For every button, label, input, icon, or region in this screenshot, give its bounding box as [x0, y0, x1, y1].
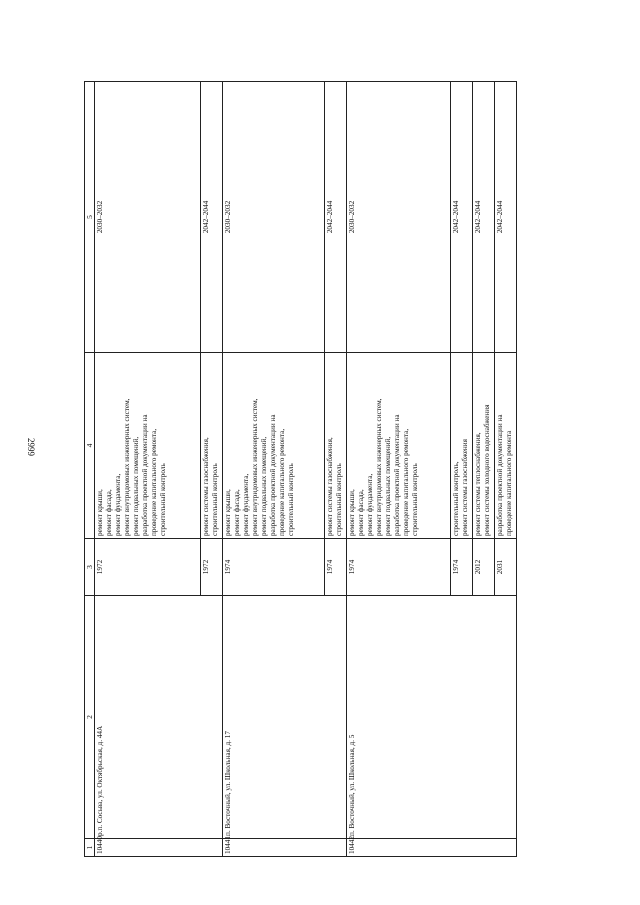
- row-number: 10440.: [95, 839, 223, 857]
- year-cell: 1974: [325, 539, 347, 596]
- repair-schedule-table: [84, 81, 517, 857]
- work-item: ремонт системы газоснабжения,: [326, 437, 335, 536]
- year-cell: 1972: [95, 539, 201, 596]
- period-cell: 2030–2032: [223, 82, 325, 353]
- work-item: ремонт системы холодного водоснабжения: [483, 404, 492, 536]
- work-item: ремонт крыши,: [96, 489, 105, 536]
- work-item: строительный контроль: [411, 463, 420, 536]
- work-item: разработка проектной документации на: [269, 414, 278, 536]
- work-item: ремонт подвальных помещений,: [260, 436, 269, 536]
- work-item: ремонт внутридомовых инженерных систем,: [251, 398, 260, 536]
- work-item: ремонт фасада,: [105, 489, 114, 536]
- work-item: ремонт крыши,: [348, 489, 357, 536]
- period-cell: 2030–2032: [95, 82, 201, 353]
- period-cell: 2042–2044: [325, 82, 347, 353]
- work-item: разработка проектной документации на: [496, 414, 505, 536]
- work-item: ремонт крыши,: [224, 489, 233, 536]
- period-cell: 2042–2044: [495, 82, 517, 353]
- work-item: ремонт фундамента,: [114, 473, 123, 536]
- work-item: проведение капитального ремонта,: [402, 428, 411, 536]
- work-item: ремонт подвальных помещений,: [384, 436, 393, 536]
- works-cell: [201, 353, 223, 539]
- header-cell: 3: [85, 539, 95, 596]
- work-item: проведение капитального ремонта,: [278, 428, 287, 536]
- work-item: ремонт системы газоснабжения: [461, 439, 470, 536]
- year-cell: 2031: [495, 539, 517, 596]
- table-header-row: [85, 82, 95, 857]
- year-cell: 1974: [347, 539, 451, 596]
- header-cell: 4: [85, 353, 95, 539]
- work-item: ремонт системы теплоснабжения,: [474, 432, 483, 536]
- work-item: ремонт подвальных помещений,: [132, 436, 141, 536]
- work-item: строительный контроль,: [452, 461, 461, 536]
- work-item: строительный контроль: [287, 463, 296, 536]
- works-cell: [347, 353, 451, 539]
- row-number: 10441.: [223, 839, 347, 857]
- work-item: ремонт внутридомовых инженерных систем,: [375, 398, 384, 536]
- works-cell: [451, 353, 473, 539]
- work-item: строительный контроль: [211, 463, 220, 536]
- works-cell: [223, 353, 325, 539]
- table-row: [223, 82, 325, 857]
- address-cell: п. Восточный, ул. Школьная, д. 5: [347, 596, 517, 839]
- row-number: 10442.: [347, 839, 517, 857]
- document-page: [84, 82, 520, 857]
- address-cell: п. Восточный, ул. Школьная, д. 17: [223, 596, 347, 839]
- work-item: строительный контроль: [335, 463, 344, 536]
- work-item: строительный контроль: [159, 463, 168, 536]
- work-item: проведение капитального ремонта,: [150, 428, 159, 536]
- year-cell: 2012: [473, 539, 495, 596]
- page-number: 2999: [26, 438, 36, 456]
- works-cell: [95, 353, 201, 539]
- works-cell: [473, 353, 495, 539]
- work-item: ремонт фасада,: [233, 489, 242, 536]
- year-cell: 1974: [451, 539, 473, 596]
- period-cell: 2030–2032: [347, 82, 451, 353]
- period-cell: 2042–2044: [451, 82, 473, 353]
- work-item: разработка проектной документации на: [141, 414, 150, 536]
- header-cell: 5: [85, 82, 95, 353]
- works-cell: [495, 353, 517, 539]
- table-row: [347, 82, 451, 857]
- work-item: ремонт фундамента,: [366, 473, 375, 536]
- period-cell: 2042–2044: [473, 82, 495, 353]
- header-cell: 1: [85, 839, 95, 857]
- work-item: проведение капитального ремонта: [505, 430, 514, 536]
- work-item: ремонт фундамента,: [242, 473, 251, 536]
- address-cell: р.п. Сосьва, ул. Октябрьская, д. 44А: [95, 596, 223, 839]
- year-cell: 1974: [223, 539, 325, 596]
- header-cell: 2: [85, 596, 95, 839]
- work-item: разработка проектной документации на: [393, 414, 402, 536]
- work-item: ремонт внутридомовых инженерных систем,: [123, 398, 132, 536]
- table-row: [95, 82, 201, 857]
- work-item: ремонт фасада,: [357, 489, 366, 536]
- work-item: ремонт системы газоснабжения,: [202, 437, 211, 536]
- year-cell: 1972: [201, 539, 223, 596]
- period-cell: 2042–2044: [201, 82, 223, 353]
- works-cell: [325, 353, 347, 539]
